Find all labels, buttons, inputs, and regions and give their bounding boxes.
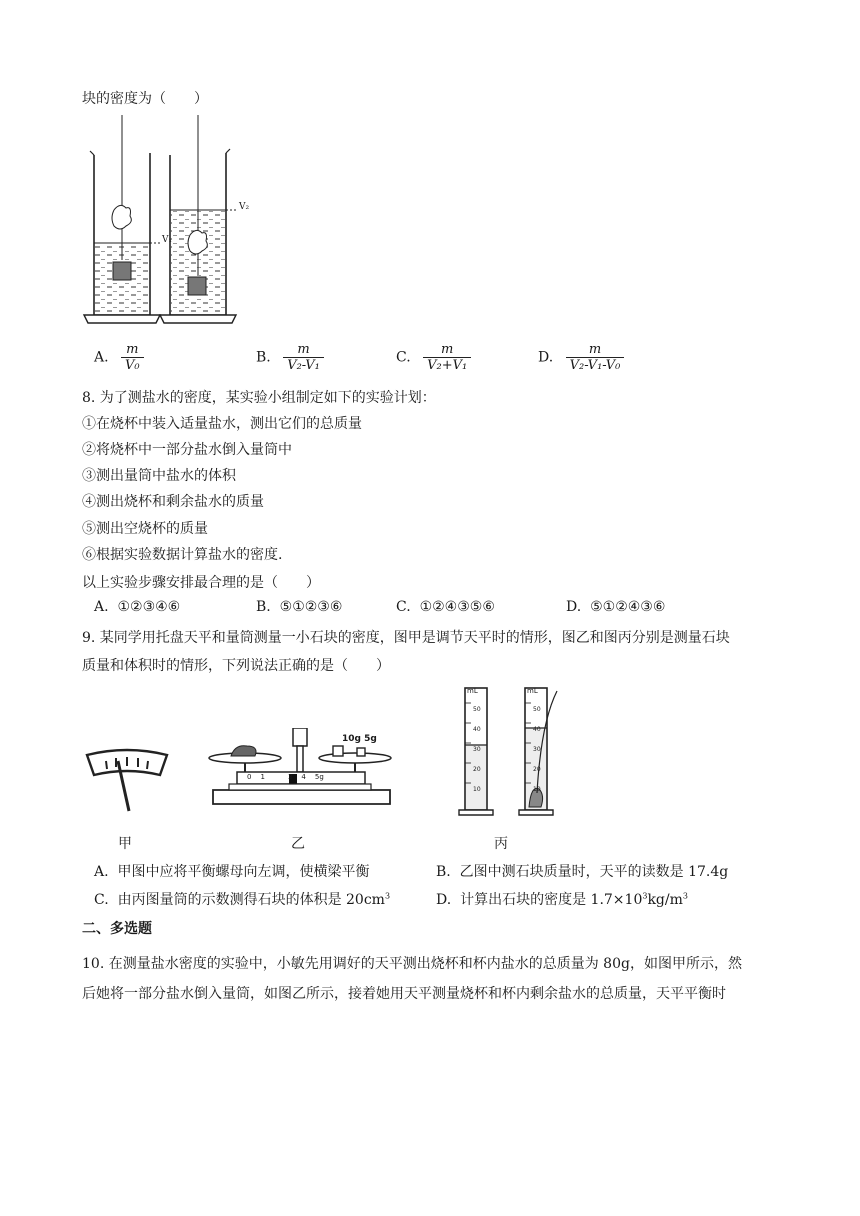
caption-yi: 乙 (291, 836, 305, 852)
q10-line1: 10. 在测量盐水密度的实验中，小敏先用调好的天平测出烧杯和杯内盐水的总质量为 80g，如图甲所示，然 (82, 956, 742, 972)
q9-option-b[interactable]: B. 乙图中测石块质量时，天平的读数是 17.4g (436, 864, 729, 880)
caption-bing: 丙 (494, 836, 508, 852)
q7-option-d[interactable]: D. $\frac{m}{\text{V₂-V₁-V₀}}$ (538, 342, 624, 373)
section-title: 二、多选题 (82, 921, 152, 937)
cylinder-unit-right: mL (527, 687, 538, 695)
q10-line2: 后她将一部分盐水倒入量筒，如图乙所示，接着她用天平测量烧杯和杯内剩余盐水的总质量，天平平衡时 (82, 986, 726, 1002)
v1-label: V₁ (162, 235, 173, 245)
q9-option-c[interactable]: C. 由丙图量筒的示数测得石块的体积是 $20cm^3$ (94, 891, 391, 908)
q9-stem-line2: 质量和体积时的情形，下列说法正确的是（ ） (82, 658, 390, 674)
q7-stem-tail: 块的密度为（ ） (82, 91, 208, 107)
q7-option-c[interactable]: C. $\frac{m}{\text{V₂+V₁}}$ (396, 342, 471, 373)
q8-step-6: ⑥根据实验数据计算盐水的密度. (82, 547, 283, 563)
figure-jia-dial (82, 745, 172, 815)
q8-step-2: ②将烧杯中一部分盐水倒入量筒中 (82, 442, 292, 458)
q7-option-a[interactable]: A. $\frac{m}{\text{V₀}}$ (94, 342, 144, 373)
q8-step-5: ⑤测出空烧杯的质量 (82, 521, 208, 537)
q8-option-b[interactable]: B. ⑤①②③⑥ (256, 599, 343, 615)
q8-option-c[interactable]: C. ①②④③⑤⑥ (396, 599, 495, 615)
q7-cylinders-figure (82, 115, 282, 330)
q8-stem: 8. 为了测盐水的密度，某实验小组制定如下的实验计划： (82, 390, 436, 406)
q9-stem-line1: 9. 某同学用托盘天平和量筒测量一小石块的密度，图甲是调节天平时的情形，图乙和图丙分别是测量石块 (82, 630, 730, 646)
q9-option-a[interactable]: A. 甲图中应将平衡螺母向左调，使横梁平衡 (94, 864, 370, 880)
cylinder-ticks-right: 50 40 30 20 10 (533, 706, 541, 793)
q8-option-a[interactable]: A. ①②③④⑥ (94, 599, 181, 615)
cylinder-unit-left: mL (467, 687, 478, 695)
scale-ticks: 0 1 3 4 5g (247, 773, 324, 781)
q8-step-3: ③测出量筒中盐水的体积 (82, 468, 236, 484)
figure-bing-cylinders (455, 683, 565, 818)
caption-jia: 甲 (118, 836, 132, 852)
q8-option-d[interactable]: D. ⑤①②④③⑥ (566, 599, 666, 615)
q9-option-d[interactable]: D. 计算出石块的密度是 $1.7\times 10^3kg/m^3$ (436, 891, 688, 908)
q7-option-b[interactable]: B. $\frac{m}{\text{V₂-V₁}}$ (256, 342, 324, 373)
v2-label: V₂ (239, 202, 250, 212)
weights-label: 10g 5g (342, 734, 377, 744)
cylinder-ticks-left: 50 40 30 20 10 (473, 706, 481, 793)
q8-step-4: ④测出烧杯和剩余盐水的质量 (82, 494, 264, 510)
q8-step-1: ①在烧杯中装入适量盐水，测出它们的总质量 (82, 416, 362, 432)
q8-question: 以上实验步骤安排最合理的是（ ） (82, 575, 320, 591)
